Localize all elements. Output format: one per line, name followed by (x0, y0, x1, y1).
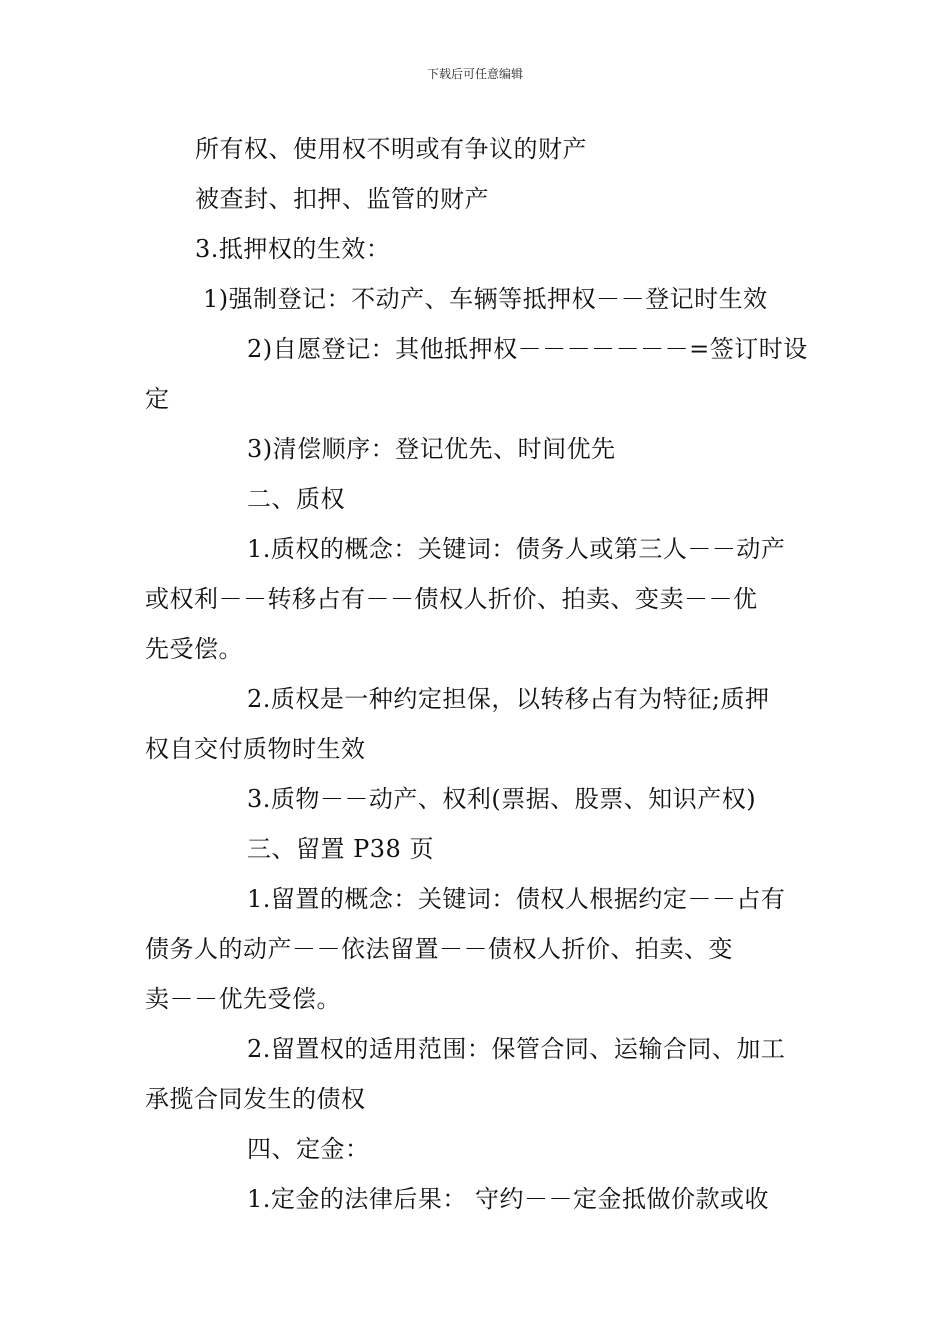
text-line: 卖－－优先受偿。 (145, 985, 341, 1013)
text-line: 3)清偿顺序：登记优先、时间优先 (247, 435, 616, 463)
text-line: 承揽合同发生的债权 (145, 1085, 366, 1113)
text-line: 1)强制登记：不动产、车辆等抵押权－－登记时生效 (203, 285, 768, 313)
section-heading: 三、留置 P38 页 (247, 835, 434, 863)
text-line: 1.质权的概念：关键词：债务人或第三人－－动产 (247, 535, 786, 563)
text-line: 2.留置权的适用范围：保管合同、运输合同、加工 (247, 1035, 786, 1063)
text-line: 3.抵押权的生效： (195, 235, 391, 263)
section-heading: 二、质权 (247, 485, 345, 513)
text-line: 2)自愿登记：其他抵押权－－－－－－－=签订时设 (247, 335, 808, 363)
text-line: 1.留置的概念：关键词：债权人根据约定－－占有 (247, 885, 786, 913)
text-line: 定 (145, 385, 170, 413)
text-line: 先受偿。 (145, 635, 243, 663)
text-line: 权自交付质物时生效 (145, 735, 366, 763)
section-heading: 四、定金： (247, 1135, 370, 1163)
page-header-note: 下载后可任意编辑 (426, 67, 523, 81)
text-line: 债务人的动产－－依法留置－－债权人折价、拍卖、变 (145, 935, 733, 963)
text-line: 2.质权是一种约定担保，以转移占有为特征;质押 (247, 685, 770, 713)
text-line: 所有权、使用权不明或有争议的财产 (195, 135, 587, 163)
text-line: 或权利－－转移占有－－债权人折价、拍卖、变卖－－优 (145, 585, 758, 613)
text-line: 被查封、扣押、监管的财产 (195, 185, 489, 213)
text-line: 3.质物－－动产、权利(票据、股票、知识产权) (247, 785, 757, 813)
text-line: 1.定金的法律后果： 守约－－定金抵做价款或收 (247, 1185, 770, 1213)
